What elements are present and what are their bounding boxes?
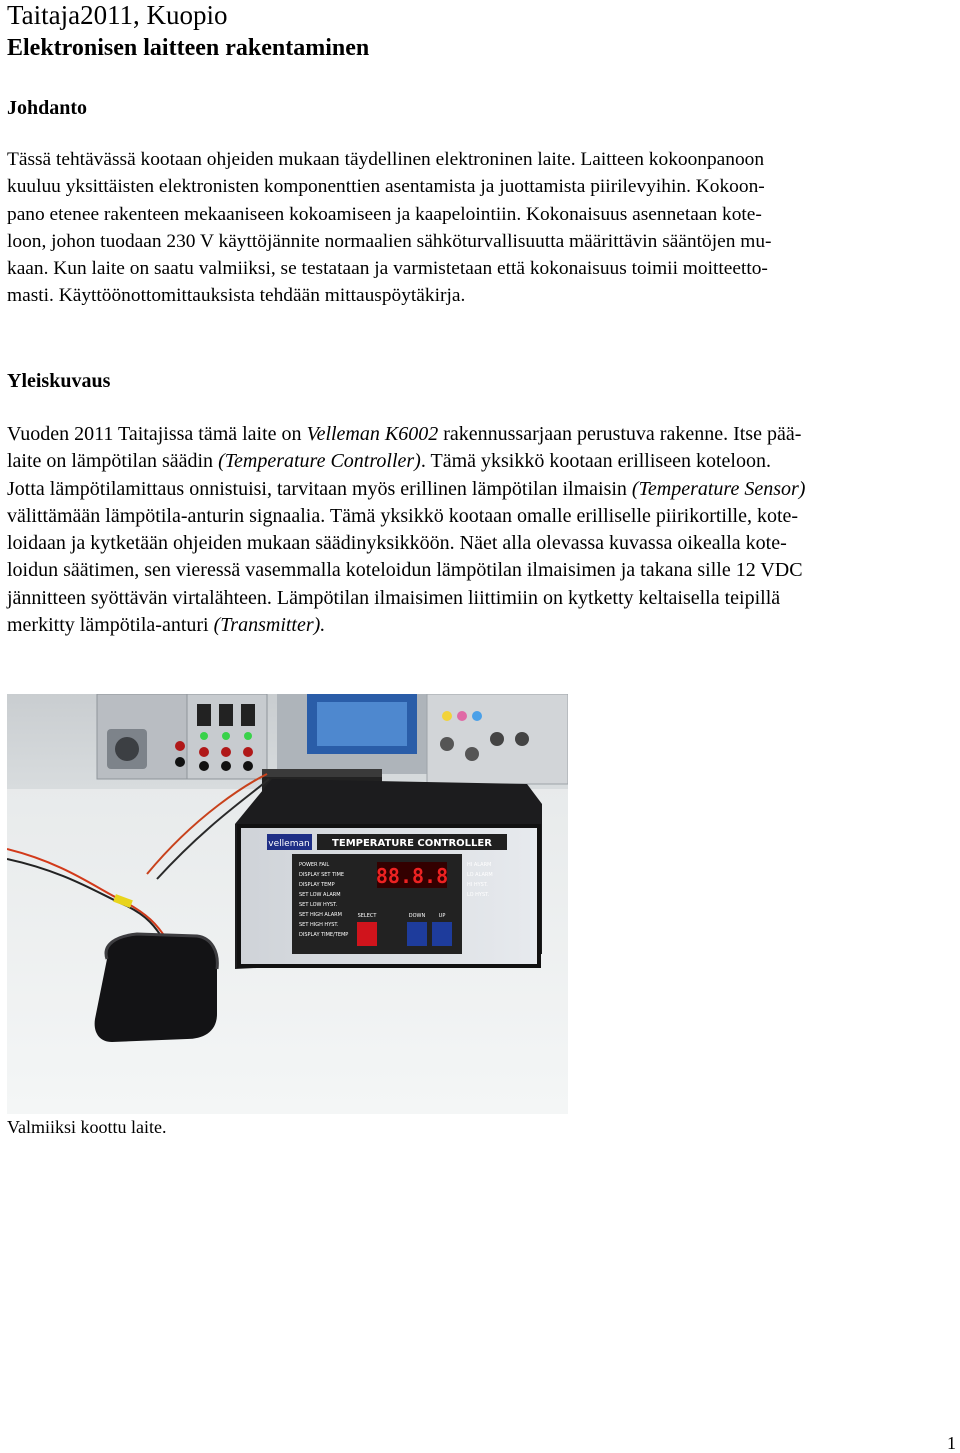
panel-indicator: HI HYST.: [467, 882, 488, 888]
panel-indicator: LO ALARM: [467, 872, 493, 878]
panel-indicator: HI ALARM: [467, 862, 492, 868]
select-label: SELECT: [357, 913, 377, 919]
device-photo-illustration: [7, 694, 568, 1114]
paragraph-line: Jotta lämpötilamittaus onnistuisi, tarvitaan myös erillinen lämpötilan ilmaisin (Temperature Sensor): [7, 477, 806, 500]
panel-menu-item: SET LOW ALARM: [299, 892, 341, 898]
paragraph-line: loidun säätimen, sen vieressä vasemmalla koteloidun lämpötilan ilmaisimen ja takana sille 12 VDC: [7, 559, 803, 582]
section-heading-johdanto: Johdanto: [7, 97, 88, 119]
down-label: DOWN: [408, 913, 426, 919]
panel-indicator: LO HYST.: [467, 892, 490, 898]
paragraph-line: laite on lämpötilan säädin (Temperature Controller). Tämä yksikkö kootaan erilliseen koteloon.: [7, 450, 771, 473]
panel-menu-item: DISPLAY SET TIME: [299, 872, 345, 878]
led-display: 88.8.8: [375, 864, 449, 888]
panel-menu-item: SET HIGH ALARM: [299, 912, 342, 918]
term-italic: (Temperature Controller): [218, 450, 421, 473]
paragraph-line: merkitty lämpötila-anturi (Transmitter).: [7, 614, 326, 637]
brand-label: velleman: [268, 839, 310, 849]
panel-menu-item: DISPLAY TEMP: [299, 882, 335, 888]
device-photo: [7, 694, 568, 1114]
term-italic: (Transmitter).: [213, 614, 326, 637]
document-subtitle: Elektronisen laitteen rakentaminen: [7, 35, 370, 61]
paragraph-line: välittämään lämpötila-anturin signaalia. Tämä yksikkö kootaan omalle erilliselle piirikortille, kote-: [7, 504, 799, 527]
panel-title: TEMPERATURE CONTROLLER: [332, 838, 492, 849]
paragraph-line: loon, johon tuodaan 230 V käyttöjännite normaalien sähköturvallisuutta määrittävin sääntöjen mu-: [7, 230, 772, 252]
document-title: Taitaja2011, Kuopio: [7, 0, 228, 30]
overview-paragraph: [7, 421, 957, 639]
page-number: 1: [947, 1433, 956, 1453]
paragraph-line: Tässä tehtävässä kootaan ohjeiden mukaan täydellinen elektroninen laite. Laitteen kokoonpanoon: [7, 149, 765, 170]
panel-menu-item: SET HIGH HYST.: [299, 922, 339, 928]
paragraph-line: kuuluu yksittäisten elektronisten komponenttien asentamista ja juottamista piirilevyihin. Kokoon-: [7, 176, 765, 198]
panel-menu-item: DISPLAY TIME/TEMP: [299, 932, 349, 938]
panel-menu-item: POWER FAIL: [299, 862, 330, 868]
paragraph-line: jännitteen syöttävän virtalähteen. Lämpötilan ilmaisimen liittimiin on kytketty keltaisella teipillä: [7, 586, 781, 609]
paragraph-line: kaan. Kun laite on saatu valmiiksi, se testataan ja varmistetaan että kokonaisuus toimii moitteetto-: [7, 258, 768, 280]
panel-menu-item: SET LOW HYST.: [299, 902, 338, 908]
intro-paragraph: [7, 146, 957, 310]
paragraph-line: Vuoden 2011 Taitajissa tämä laite on Velleman K6002 rakennussarjaan perustuva rakenne. Itse pää-: [7, 423, 802, 445]
paragraph-line: loidaan ja kytketään ohjeiden mukaan säädinyksikköön. Näet alla olevassa kuvassa oikealla kote-: [7, 532, 787, 555]
product-name: Velleman K6002: [306, 423, 439, 445]
paragraph-line: pano etenee rakenteen mekaaniseen kokoamiseen ja kaapelointiin. Kokonaisuus asennetaan kote-: [7, 203, 762, 225]
term-italic: (Temperature Sensor): [631, 477, 806, 500]
paragraph-line: masti. Käyttöönottomittauksista tehdään mittauspöytäkirja.: [7, 285, 466, 307]
up-label: UP: [438, 913, 446, 919]
figure-caption: Valmiiksi koottu laite.: [7, 1117, 167, 1137]
section-heading-yleiskuvaus: Yleiskuvaus: [7, 370, 111, 392]
